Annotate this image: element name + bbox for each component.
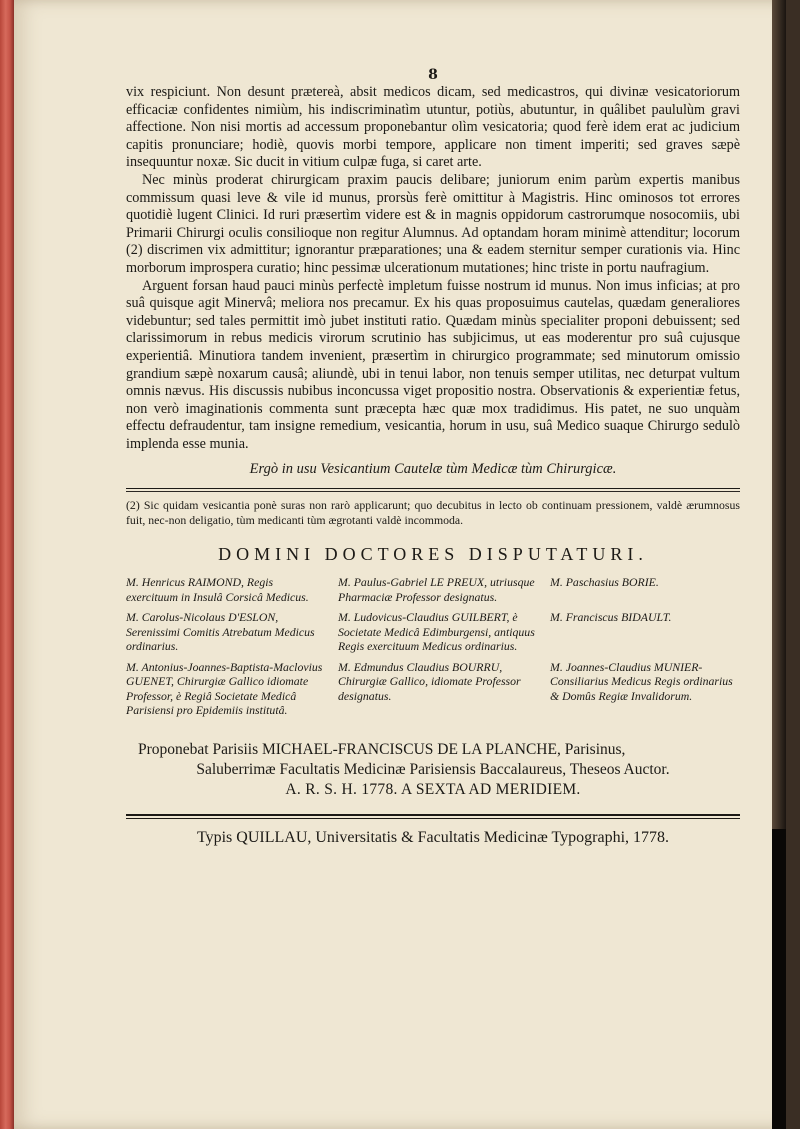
doctor-entry: M. Antonius-Joannes-Baptista-Maclovius GUENET, Chirurgiæ Gallico idiomate Professor, è Regiâ Societate Medicâ Parisiensi pro Epidemiis institutâ. <box>126 659 323 718</box>
proponebat-block <box>126 740 740 800</box>
paragraph-3-text: Arguent forsan haud pauci minùs perfectè impletum fuisse nostrum id munus. Non imus inficias; at pro suâ quisque agit Minervâ; meliora nos precamur. Ex his quas proposuimus cautelas, quædam generaliores videbuntur; sed tales permittit imò jubet instituti ratio. Quædam minùs specialiter proponi debuissent; sed clarissimorum in rebus medicis virorum scrutinio has subjicimus, ut eas moderentur pro suâ cujusque experientiâ. Minutiora tandem invenient, præsertìm in chirurgico programmate; sed minutorum omissio grandium sæpè noxarum causâ; aliundè, ubi in tenui labor, non tenuis semper utilitas, nec deturpat vultum omnis nævus. His discussis nubibus inconcussa viget propositio nostra. Observationis & experientiæ fetus, non verò imaginationis commenta sunt præcepta hæc quæ mox tradidimus. His patet, ne suo unquàm effectu defraudentur, tam insigne remedium, vesicantia, horum in usu, suâ Medico suaque Chirurgo sedulò implenda esse munia. <box>126 277 740 452</box>
doctor-entry: M. Henricus RAIMOND, Regis exercituum in Insulâ Corsicâ Medicus. <box>126 575 309 604</box>
page-edge-shadow <box>772 0 786 1129</box>
proponebat-line-3: A. R. S. H. 1778. A SEXTA AD MERIDIEM. <box>285 780 581 798</box>
proponebat-line-2: Saluberrimæ Facultatis Medicinæ Parisiensis Baccalaureus, Theseos Auctor. <box>196 760 670 778</box>
doctor-entry: M. Paulus-Gabriel LE PREUX, utriusque Pharmaciæ Professor designatus. <box>338 575 535 604</box>
paragraph-3 <box>126 278 740 454</box>
printer-imprint: Typis QUILLAU, Universitatis & Facultatis Medicinæ Typographi, 1778. <box>196 828 670 846</box>
doctors-heading: DOMINI DOCTORES DISPUTATURI. <box>218 544 648 565</box>
doctor-entry: M. Paschasius BORIE. <box>550 575 659 590</box>
doctors-list <box>126 575 740 718</box>
paragraph-2 <box>126 172 740 278</box>
doctor-entry: M. Franciscus BIDAULT. <box>550 610 672 625</box>
paragraph-2-text: Nec minùs proderat chirurgicam praxim paucis delibare; juniorum enim parùm expertis manibus commissum quasi leve & vile id munus, prorsùs ferè omittitur à Magistris. Hinc ominosos tot errores quotidiè lugent Clinici. Id ruri præsertìm videre est & in magnis oppidorum castrorumque nosocomiis, ubi Primarii Chirurgi oculis consilioque non regitur Alumnus. Ad optandam horam minimè attenditur; locorum (2) discrimen vix admittitur; ignorantur præparationes; una & eadem sternitur semper curationis via. Hinc morborum improspera curatio; hinc pessimæ ulcerationum mutationes; hinc triste in portu naufragium. <box>126 171 740 276</box>
footnote-rule <box>126 488 740 489</box>
paragraph-1: vix respiciunt. Non desunt prætereà, absit medicos dicam, sed medicastros, qui divinæ vesicatoriorum efficaciæ confidentes nimiùm, his indiscriminatìm utuntur, potiùs, abutuntur, in quâlibet paululùm gravi affectione. Non nisi mortis ad accessum proponebantur olìm vesicatoria; quod ferè idem erat ac judicium capitis pronunciare; hodiè, quovis morbi tempore, applicare non timent imperiti; sed graves sæpè insequuntur noxæ. Sic ducit in vitium culpæ fuga, si caret arte. <box>126 84 740 171</box>
page-number: 8 <box>428 67 438 83</box>
doctor-entry: M. Carolus-Nicolaus D'ESLON, Serenissimi Comitis Atrebatum Medicus ordinarius. <box>126 610 315 654</box>
doctor-entry: M. Edmundus Claudius BOURRU, Chirurgiæ Gallico, idiomate Professor designatus. <box>338 659 521 703</box>
doctor-entry: M. Joannes-Claudius MUNIER-Consiliarius Medicus Regis ordinarius & Domûs Regiæ Invalidorum. <box>550 659 733 703</box>
conclusion: Ergò in usu Vesicantium Cautelæ tùm Medicæ tùm Chirurgicæ. <box>249 461 617 478</box>
imprint-rules <box>126 814 740 819</box>
footnote-rule-thin <box>126 491 740 492</box>
footnote: (2) Sic quidam vesicantia ponè suras non rarò applicarunt; quo decubitus in lecto ob continuam pressionem, valdè ærumnosus fuit, nec-non deligatio, tùm medicanti tùm ægrotanti valdè incommoda. <box>126 498 740 528</box>
page-content <box>126 68 740 847</box>
doctor-entry: M. Ludovicus-Claudius GUILBERT, è Societate Medicâ Edimburgensi, antiquus Regis exercituum Medicus ordinarius. <box>338 610 535 654</box>
imprint-rule-thin <box>126 818 740 819</box>
binding-strip <box>0 0 14 1129</box>
proponebat-line-1: Proponebat Parisiis MICHAEL-FRANCISCUS DE LA PLANCHE, Parisinus, <box>138 740 626 758</box>
imprint-rule-thick <box>126 814 740 816</box>
